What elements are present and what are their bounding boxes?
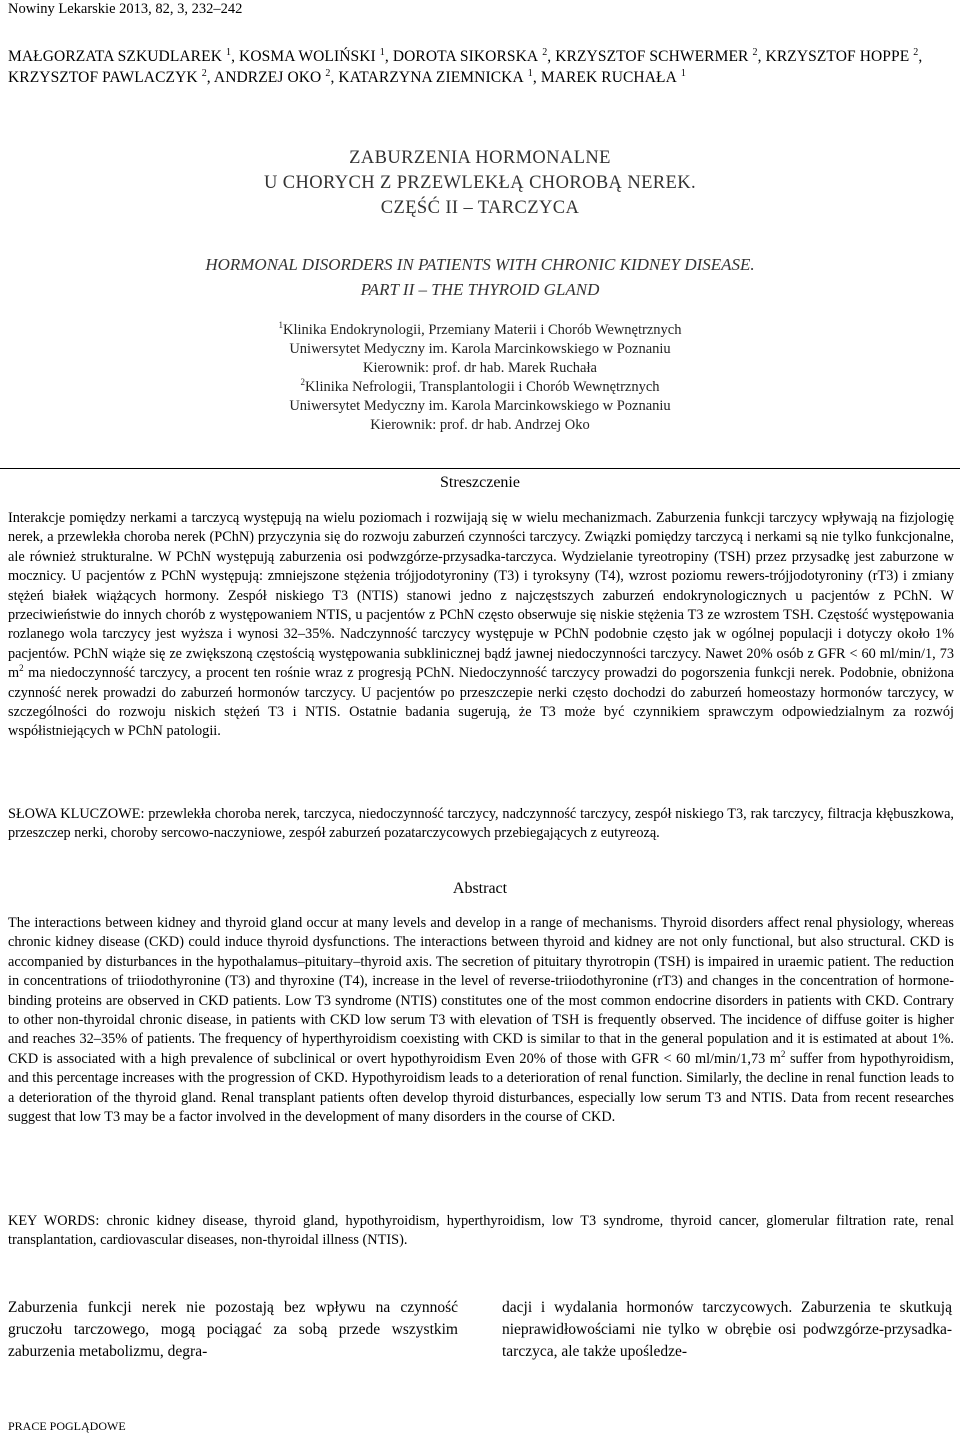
affiliations: [0, 321, 960, 435]
author-name: ANDRZEJ OKO: [213, 69, 322, 86]
title-polish-line: U CHORYCH Z PRZEWLEKŁĄ CHOROBĄ NEREK.: [263, 173, 697, 193]
author-affiliation: 2: [325, 67, 331, 79]
author-name: KRZYSZTOF HOPPE: [765, 48, 910, 65]
author: KATARZYNA ZIEMNICKA $^1$,: [338, 67, 541, 86]
streszczenie-heading: Streszczenie: [440, 474, 520, 491]
title-english: [0, 252, 960, 302]
author-name: KRZYSZTOF SCHWERMER: [555, 48, 749, 65]
author: [541, 69, 686, 86]
author-affiliation: 2: [913, 46, 919, 58]
streszczenie-text: Interakcje pomiędzy nerkami a tarczycą występują na wielu poziomach i rozwijają się w wielu mechanizmach. Zaburzenia funkcji tarczycy wpływają na fizjologię nerek, a przewlekła choroba nerek (PChN) przyczynia się do rozwoju zaburzeń czynności tarczycy. Związki pomiędzy tarczycą i nerkami są nie tylko funkcjonalne, ale również strukturalne. W PChN występują zaburzenia osi podwzgórze-przysadka-tarczyca. Wydzielanie tyreotropiny (TSH) przez przysadkę jest zaburzone w mocznicy. U pacjentów z PChN występują: zmniejszone stężenia trójjodotyroniny (T3) i tyroksyny (T4), wzrost poziomu rewers-trójjodotyroniny (rT3) i zmiany stężeń białek wiążących hormony. Zespół niskiego T3 (NTIS) stanowi jedno z najczęstszych zaburzeń endokrynologicznych u pacjentów z PChN. W przeciwieństwie do innych chorób z występowaniem NTIS, u pacjentów z PChN często obserwuje się niskie stężenia T3 ze wzrostem TSH. Częstość występowania rozlanego wola tarczycy jest wyższa i wynosi 32–35%. Nadczynność tarczycy występuje w PChN podobnie często jak w ogólnej populacji i dotyczy około 1% pacjentów. PChN wiąże się ze zwiększoną częstością występowania subklinicznej bądź jawnej niedoczynności tarczycy. Nawet 20% osób z GFR < 60 ml/min/1, 73 $m^2$ ma niedoczynność tarczycy, a procent ten rośnie wraz z progresją PChN. Niedoczynność tarczycy prowadzi do pogorszenia funkcji nerek. Podobnie, obniżona czynność nerek prowadzi do zaburzeń hormonów tarczycy. U pacjentów po przeszczepie nerki często dochodzi do zaburzeń homeostazy hormonów tarczycy, w szczególności do rozwoju niskich stężeń T3 i NTIS. Ostatnie badania sugerują, że T3 może być czynnikiem sprawczym odpowiedzialnym za rozwój współistniejących w PChN patologii.: [8, 510, 954, 740]
author-affiliation: 2: [752, 46, 758, 58]
author: KRZYSZTOF HOPPE $^2$,: [765, 46, 923, 65]
title-english-line: PART II – THE THYROID GLAND: [360, 280, 600, 299]
author-affiliation: 1: [225, 46, 232, 58]
affiliation-number: 2: [300, 377, 305, 388]
author: ANDRZEJ OKO $^2$,: [213, 67, 339, 86]
section-label: PRACE POGLĄDOWE: [8, 1419, 126, 1433]
abstract-text: The interactions between kidney and thyroid gland occur at many levels and develop in a range of mechanisms. Thyroid disorders affect renal physiology, whereas chronic kidney disease (CKD) could induce thyroid dysfunctions. The interactions between thyroid and kidney are not only functional, but also structural. CKD is accompanied by disturbances in the hypothalamus–pituitary–thyroid axis. The secretion of pituitary thyrotropin (TSH) is impaired in uraemic patient. The reduction in concentrations of triiodothyronine (T3) and thyroxine (T4), increase in the level of reverse-triiodothyronine (rT3) and changes in the concentration of hormone-binding proteins are observed in CKD patients. Low T3 syndrome (NTIS) constitutes one of the most common endocrine disorders in patients with CKD. Contrary to other non-thyroidal chronic disease, in patients with CKD low serum T3 with elevation of TSH is frequently observed. The incidence of diffuse goiter is higher and reaches 32–35% of patients. The frequency of hyperthyroidism coexisting with CKD is similar to that in the general population and it is estimated at about 1%. CKD is associated with a high prevalence of subclinical or overt hypothyroidism Even 20% of those with GFR < 60 ml/min/1,73 $m^2$ suffer from hypothyroidism, and this percentage increases with the progression of CKD. Hypothyroidism leads to a deterioration of renal function. Similarly, the decline in renal function leads to a deterioration of the thyroid gland. Renal transplant patients often develop thyroid disturbances, especially low serum T3 and NTIS. Data from recent researches suggest that low T3 may be a factor involved in the development of many disorders in the course of CKD.: [8, 915, 954, 1126]
author-name: KATARZYNA ZIEMNICKA: [338, 69, 524, 86]
affiliation-line: $^1$Klinika Endokrynologii, Przemiany Materii i Chorób Wewnętrznych: [278, 320, 682, 338]
key-words: KEY WORDS: chronic kidney disease, thyroid gland, hypothyroidism, hyperthyroidism, low T3 syndrome, thyroid cancer, glomerular filtration rate, renal transplantation, cardiovascular diseases, non-thyroidal illness (NTIS).: [8, 1213, 954, 1249]
affiliation-line: Kierownik: prof. dr hab. Andrzej Oko: [370, 417, 590, 433]
title-polish-line: CZĘŚĆ II – TARCZYCA: [380, 198, 580, 218]
superscript: 2: [19, 663, 24, 674]
affiliation-line: $^2$Klinika Nefrologii, Transplantologii i Chorób Wewnętrznych: [300, 377, 660, 395]
superscript: 2: [780, 1049, 786, 1060]
author-affiliation: 1: [527, 67, 533, 79]
author: KRZYSZTOF SCHWERMER $^2$,: [555, 46, 766, 65]
affiliation-line: Uniwersytet Medyczny im. Karola Marcinkowskiego w Poznaniu: [289, 341, 671, 357]
author-name: DOROTA SIKORSKA: [392, 48, 539, 65]
title-english-line: HORMONAL DISORDERS IN PATIENTS WITH CHRONIC KIDNEY DISEASE.: [205, 255, 755, 274]
affiliation-line: Uniwersytet Medyczny im. Karola Marcinkowskiego w Poznaniu: [289, 398, 671, 414]
author-affiliation: 2: [201, 67, 207, 79]
author-list: [8, 46, 954, 88]
body-column-right: dacji i wydalania hormonów tarczycowych. Zaburzenia te skutkują nieprawidłowościami nie tylko w obrębie osi podwzgórze-przysadka-tarczyca, ale także upośledze-: [502, 1299, 952, 1360]
author-name: KOSMA WOLIŃSKI: [239, 48, 376, 65]
title-polish-line: ZABURZENIA HORMONALNE: [349, 148, 611, 168]
title-polish: [0, 146, 960, 221]
slowa-kluczowe: SŁOWA KLUCZOWE: przewlekła choroba nerek, tarczyca, niedoczynność tarczycy, nadczynność tarczycy, zespół niskiego T3, rak tarczycy, filtracja kłębuszkowa, przeszczep nerki, choroby sercowo-naczyniowe, zespół zaburzeń pozatarczycowych przebiegających z eutyreozą.: [8, 806, 954, 842]
author-name: KRZYSZTOF PAWLACZYK: [8, 69, 198, 86]
author-affiliation: 1: [379, 46, 385, 58]
author: MAŁGORZATA SZKUDLAREK $^1$,: [8, 46, 240, 65]
journal-citation: Nowiny Lekarskie 2013, 82, 3, 232–242: [8, 1, 243, 17]
author-name: MAŁGORZATA SZKUDLAREK: [8, 48, 222, 65]
abstract-heading: Abstract: [452, 880, 508, 897]
author: DOROTA SIKORSKA $^2$,: [392, 46, 556, 65]
section-divider: [0, 468, 960, 469]
author-affiliation: 2: [542, 46, 548, 58]
author: KRZYSZTOF PAWLACZYK $^2$,: [8, 67, 214, 86]
body-column-left: Zaburzenia funkcji nerek nie pozostają bez wpływu na czynność gruczołu tarczowego, mogą pociągać za sobą przede wszystkim zaburzenia metabolizmu, degra-: [8, 1299, 458, 1360]
affiliation-number: 1: [278, 320, 284, 331]
affiliation-line: Kierownik: prof. dr hab. Marek Ruchała: [363, 360, 597, 376]
author: KOSMA WOLIŃSKI $^1$,: [239, 46, 393, 65]
author-affiliation: 1: [680, 67, 686, 79]
author-name: MAREK RUCHAŁA: [540, 69, 677, 86]
